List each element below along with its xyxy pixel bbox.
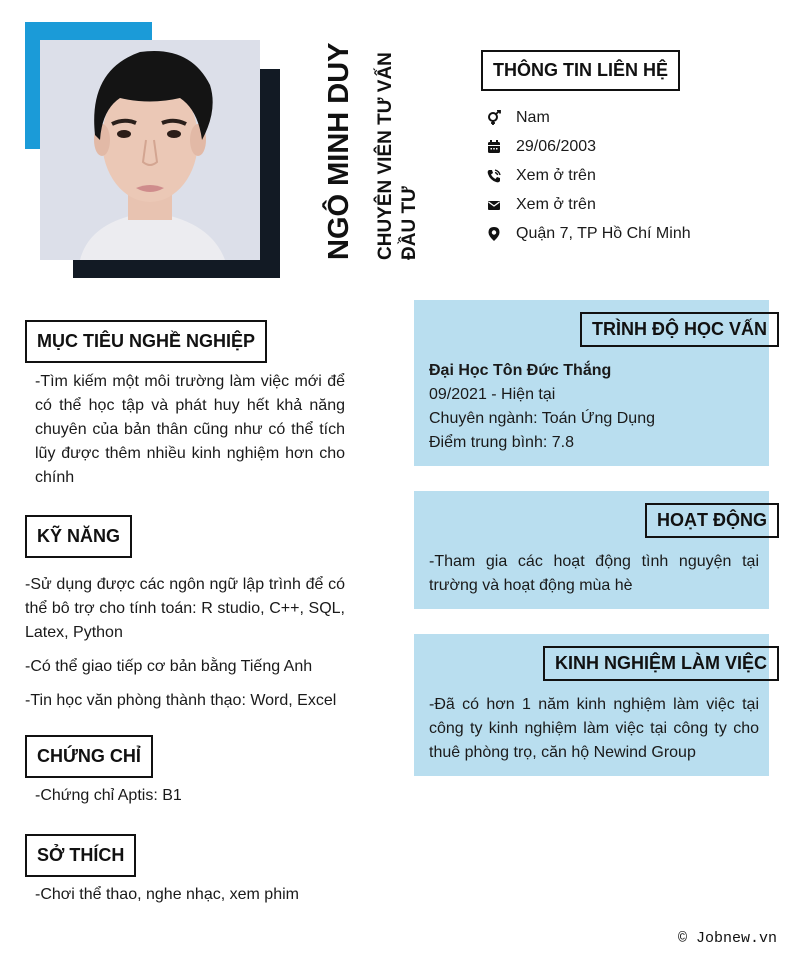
activities-title: HOẠT ĐỘNG — [645, 503, 779, 538]
skill-item: -Sử dụng được các ngôn ngữ lập trình để có thể bô trợ cho tính toán: R studio, C++, SQL, Latex, Python — [25, 576, 345, 641]
education-card — [414, 300, 769, 466]
contact-address-value: Quận 7, TP Hồ Chí Minh — [516, 224, 691, 242]
candidate-name: NGÔ MINH DUY — [323, 42, 355, 260]
contact-title: THÔNG TIN LIÊN HỆ — [481, 50, 680, 91]
email-icon — [485, 196, 503, 214]
hobbies-text: -Chơi thể thao, nghe nhạc, xem phim — [35, 886, 299, 903]
contact-item-gender — [485, 103, 691, 132]
experience-text: -Đã có hơn 1 năm kinh nghiệm làm việc tại công ty kinh nghiệm làm việc tại công ty cho thuê phòng trọ, căn hộ Newind Group — [429, 696, 759, 761]
skills-section — [25, 515, 345, 713]
experience-card — [414, 634, 769, 776]
contact-list — [485, 103, 691, 248]
phone-icon — [485, 167, 503, 185]
hobbies-section — [25, 834, 345, 907]
objective-title: MỤC TIÊU NGHỀ NGHIỆP — [25, 320, 267, 363]
contact-gender-value: Nam — [516, 108, 550, 126]
contact-item-phone[interactable] — [485, 161, 691, 190]
activities-text: -Tham gia các hoạt động tình nguyện tại trường và hoạt động mùa hè — [429, 553, 759, 594]
contact-item-birthday — [485, 132, 691, 161]
contact-item-address — [485, 219, 691, 248]
skill-item: -Có thể giao tiếp cơ bản bằng Tiếng Anh — [25, 658, 313, 675]
profile-photo — [40, 40, 260, 260]
education-gpa: Điểm trung bình: 7.8 — [429, 434, 574, 451]
certificates-section — [25, 735, 345, 808]
objective-text: -Tìm kiếm một môi trường làm việc mới để có thể học tập và phát huy hết khả năng chuyên của bản thân cũng như có thể tích lũy được thêm nhiều kinh nghiệm hơn cho chính — [35, 373, 345, 486]
copyright-footer: © Jobnew.vn — [677, 930, 777, 947]
contact-phone-value: Xem ở trên — [516, 166, 596, 184]
portrait-illustration-icon — [40, 40, 260, 260]
education-title: TRÌNH ĐỘ HỌC VẤN — [580, 312, 779, 347]
hobbies-title: SỞ THÍCH — [25, 834, 136, 877]
skills-title: KỸ NĂNG — [25, 515, 132, 558]
education-school: Đại Học Tôn Đức Thắng — [429, 362, 612, 379]
experience-title: KINH NGHIỆM LÀM VIỆC — [543, 646, 779, 681]
activities-card — [414, 491, 769, 609]
contact-section — [481, 50, 691, 248]
certificate-text: -Chứng chỉ Aptis: B1 — [35, 787, 182, 804]
objective-section — [25, 320, 345, 490]
education-major: Chuyên ngành: Toán Ứng Dụng — [429, 410, 655, 427]
contact-email-value: Xem ở trên — [516, 195, 596, 213]
location-pin-icon — [485, 225, 503, 243]
contact-item-email[interactable] — [485, 190, 691, 219]
education-period: 09/2021 - Hiện tại — [429, 386, 556, 403]
contact-birthday-value: 29/06/2003 — [516, 137, 597, 155]
skill-item: -Tin học văn phòng thành thạo: Word, Excel — [25, 692, 337, 709]
job-title: CHUYÊN VIÊN TƯ VẤN ĐẦU TƯ — [375, 52, 420, 260]
certificates-title: CHỨNG CHỈ — [25, 735, 153, 778]
gender-icon — [485, 109, 503, 127]
calendar-icon — [485, 138, 503, 156]
